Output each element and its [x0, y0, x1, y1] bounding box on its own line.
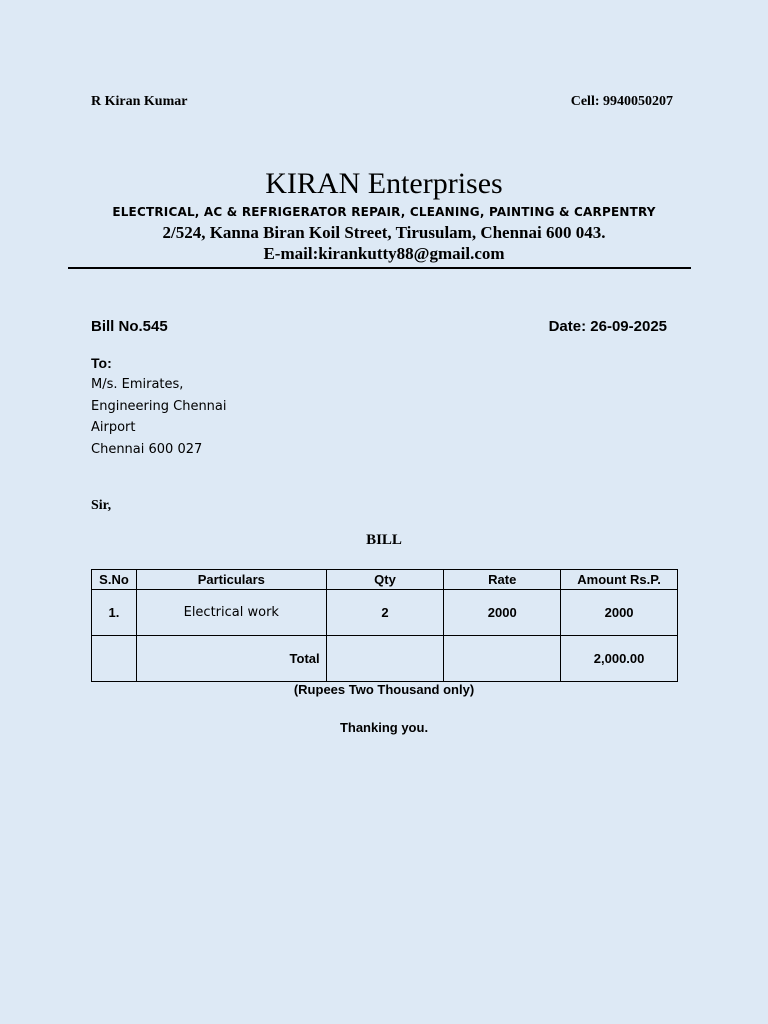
recipient-line: Chennai 600 027	[91, 442, 203, 457]
bill-table	[91, 569, 678, 682]
salutation: Sir,	[91, 498, 112, 513]
cell-number: Cell: 9940050207	[570, 94, 673, 109]
services-line: ELECTRICAL, AC & REFRIGERATOR REPAIR, CLEANING, PAINTING & CARPENTRY	[112, 205, 656, 219]
owner-name: R Kiran Kumar	[91, 94, 188, 109]
cell-qty: 2	[326, 590, 444, 636]
total-row	[92, 636, 678, 682]
table-row	[92, 590, 678, 636]
amount-in-words: (Rupees Two Thousand only)	[293, 682, 475, 697]
cell-particulars: Electrical work	[136, 590, 326, 636]
total-amount: 2,000.00	[561, 636, 678, 682]
column-header-amount: Amount Rs.P.	[561, 570, 678, 590]
cell-rate: 2000	[444, 590, 561, 636]
cell-empty	[444, 636, 561, 682]
recipient-line: Airport	[91, 420, 136, 435]
cell-empty	[326, 636, 444, 682]
total-label: Total	[136, 636, 326, 682]
column-header-particulars: Particulars	[136, 570, 326, 590]
bill-date: Date: 26-09-2025	[548, 318, 667, 335]
bill-number: Bill No.545	[91, 318, 168, 335]
column-header-rate: Rate	[444, 570, 561, 590]
cell-sno: 1.	[92, 590, 137, 636]
company-email: E-mail:kirankutty88@gmail.com	[263, 244, 505, 263]
cell-empty	[92, 636, 137, 682]
company-address: 2/524, Kanna Biran Koil Street, Tirusulam, Chennai 600 043.	[162, 223, 606, 242]
bill-heading: BILL	[366, 532, 402, 548]
closing-text: Thanking you.	[339, 720, 429, 735]
cell-amount: 2000	[561, 590, 678, 636]
recipient-label: To:	[91, 355, 112, 371]
header-divider	[68, 267, 691, 269]
column-header-qty: Qty	[326, 570, 444, 590]
recipient-line: Engineering Chennai	[91, 399, 227, 414]
recipient-line: M/s. Emirates,	[91, 377, 184, 392]
table-header-row	[92, 570, 678, 590]
column-header-sno: S.No	[92, 570, 137, 590]
company-name: KIRAN Enterprises	[265, 167, 503, 200]
